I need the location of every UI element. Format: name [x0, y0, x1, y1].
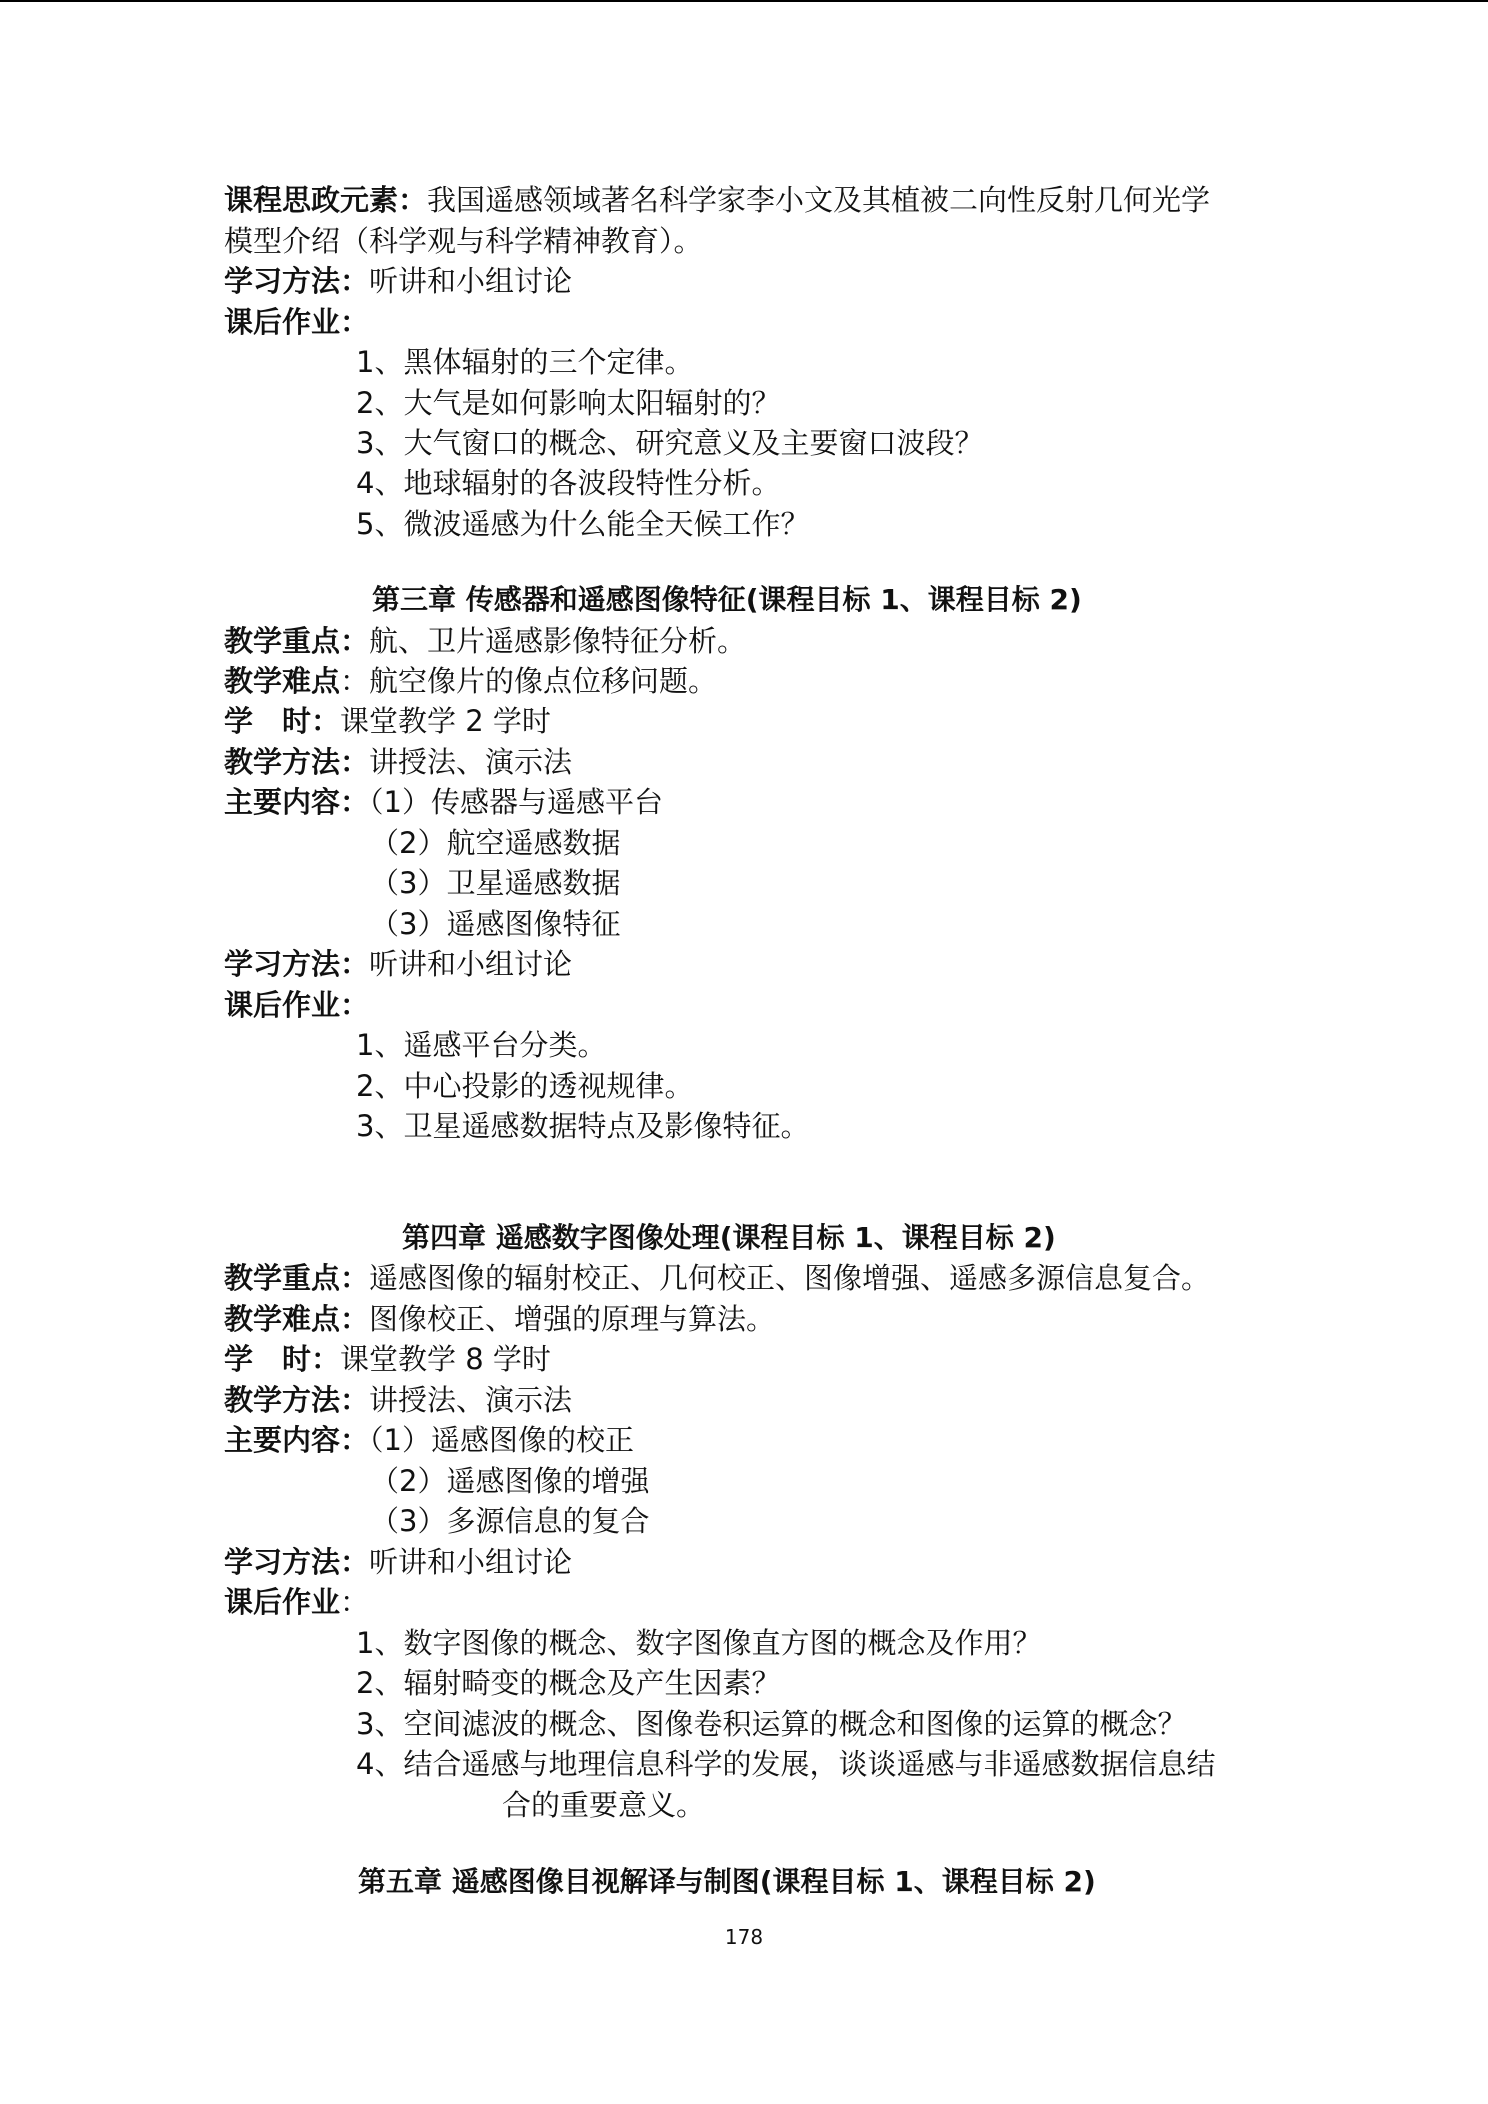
homework-item: 1、数字图像的概念、数字图像直方图的概念及作用？ — [356, 1626, 1042, 1660]
hours-value: 课堂教学 2 学时 — [340, 704, 551, 738]
key-point-line — [224, 1258, 1210, 1298]
study-method-line — [224, 1542, 572, 1582]
study-method-value: 听讲和小组讨论 — [369, 947, 573, 981]
homework-item: 5、微波遥感为什么能全天候工作？ — [356, 507, 810, 541]
hours-label: 学 时： — [224, 704, 341, 738]
content-item: （2）遥感图像的增强 — [370, 1464, 650, 1498]
homework-line — [224, 1582, 369, 1622]
study-method-value: 听讲和小组讨论 — [369, 1545, 573, 1579]
key-point-line — [224, 621, 746, 661]
study-method-value: 听讲和小组讨论 — [369, 264, 573, 298]
homework-item: 2、大气是如何影响太阳辐射的？ — [356, 386, 781, 420]
homework-item: 4、结合遥感与地理信息科学的发展，谈谈遥感与非遥感数据信息结 — [356, 1747, 1216, 1781]
homework-item: 4、地球辐射的各波段特性分析。 — [356, 466, 781, 500]
teaching-method-line — [224, 1380, 572, 1420]
homework-item: 1、遥感平台分类。 — [356, 1028, 607, 1062]
chapter-4-heading: 第四章 遥感数字图像处理(课程目标 1、课程目标 2) — [402, 1221, 1056, 1254]
difficulty-line — [224, 661, 717, 701]
teaching-method-label: 教学方法： — [224, 1383, 370, 1417]
homework-colon: ： — [340, 1585, 370, 1619]
homework-item-continuation: 合的重要意义。 — [502, 1788, 706, 1822]
teaching-method-label: 教学方法： — [224, 745, 370, 779]
content-item: （3）卫星遥感数据 — [370, 866, 621, 900]
main-content-line — [224, 1420, 634, 1460]
content-item: （1）遥感图像的校正 — [369, 1423, 634, 1457]
content-item: （3）多源信息的复合 — [370, 1504, 650, 1538]
homework-item: 1、黑体辐射的三个定律。 — [356, 345, 694, 379]
homework-item: 3、卫星遥感数据特点及影像特征。 — [356, 1109, 810, 1143]
teaching-method-line — [224, 742, 572, 782]
difficulty-label: 教学难点 — [224, 664, 341, 698]
key-point-value: 航、卫片遥感影像特征分析。 — [369, 624, 747, 658]
difficulty-value: ：航空像片的像点位移问题。 — [340, 664, 718, 698]
difficulty-value: 图像校正、增强的原理与算法。 — [369, 1302, 776, 1336]
homework-item: 3、空间滤波的概念、图像卷积运算的概念和图像的运算的概念？ — [356, 1707, 1187, 1741]
homework-label: 课后作业： — [224, 988, 370, 1022]
main-content-label: 主要内容： — [224, 785, 370, 819]
hours-line — [224, 1339, 551, 1379]
chapter-3-heading: 第三章 传感器和遥感图像特征(课程目标 1、课程目标 2) — [372, 583, 1082, 616]
hours-label: 学 时： — [224, 1342, 341, 1376]
homework-item: 3、大气窗口的概念、研究意义及主要窗口波段？ — [356, 426, 984, 460]
homework-label: 课后作业 — [224, 1585, 341, 1619]
study-method-label: 学习方法： — [224, 947, 370, 981]
teaching-method-value: 讲授法、演示法 — [369, 1383, 573, 1417]
ideology-continuation: 模型介绍（科学观与科学精神教育）。 — [224, 224, 703, 258]
content-item: （2）航空遥感数据 — [370, 826, 621, 860]
key-point-label: 教学重点： — [224, 624, 370, 658]
difficulty-line — [224, 1299, 775, 1339]
main-content-label: 主要内容： — [224, 1423, 370, 1457]
study-method-line — [224, 944, 572, 984]
key-point-label: 教学重点： — [224, 1261, 370, 1295]
hours-line — [224, 701, 551, 741]
study-method-label: 学习方法： — [224, 264, 370, 298]
homework-label: 课后作业： — [224, 305, 370, 339]
homework-item: 2、中心投影的透视规律。 — [356, 1069, 694, 1103]
study-method-label: 学习方法： — [224, 1545, 370, 1579]
content-item: （3）遥感图像特征 — [370, 907, 621, 941]
teaching-method-value: 讲授法、演示法 — [369, 745, 573, 779]
hours-value: 课堂教学 8 学时 — [340, 1342, 551, 1376]
main-content-line — [224, 782, 663, 822]
ideology-line — [224, 180, 1210, 220]
page-number: 178 — [724, 1925, 764, 1949]
key-point-value: 遥感图像的辐射校正、几何校正、图像增强、遥感多源信息复合。 — [369, 1261, 1211, 1295]
ideology-label: 课程思政元素： — [224, 183, 428, 217]
chapter-5-heading: 第五章 遥感图像目视解译与制图(课程目标 1、课程目标 2) — [358, 1865, 1096, 1898]
difficulty-label: 教学难点： — [224, 1302, 370, 1336]
study-method-line — [224, 261, 572, 301]
content-item: （1）传感器与遥感平台 — [369, 785, 663, 819]
ideology-text: 我国遥感领域著名科学家李小文及其植被二向性反射几何光学 — [427, 183, 1211, 217]
homework-item: 2、辐射畸变的概念及产生因素？ — [356, 1666, 781, 1700]
